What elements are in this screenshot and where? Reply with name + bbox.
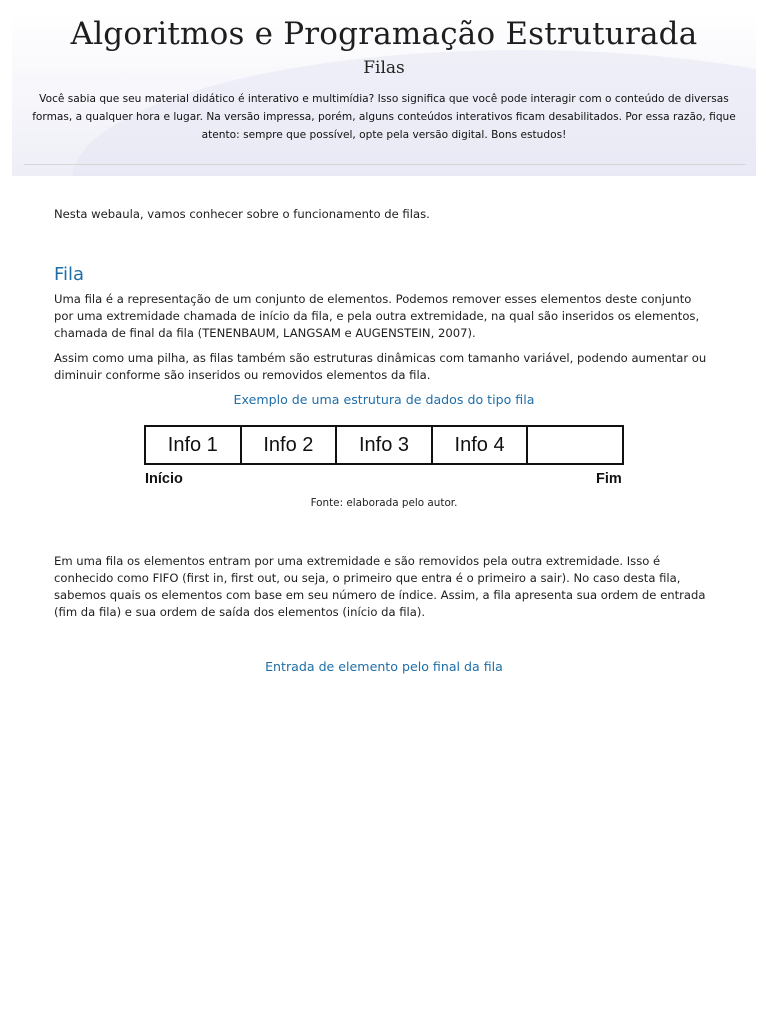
figure-source: Fonte: elaborada pelo autor.: [310, 497, 458, 509]
queue-end-label: Fim: [596, 471, 622, 487]
intro-paragraph: Nesta webaula, vamos conhecer sobre o funcionamento de filas.: [54, 207, 430, 221]
queue-cell: Info 1: [146, 427, 242, 463]
figure-caption: Exemplo de uma estrutura de dados do tipo fila: [233, 392, 535, 407]
queue-cell: Info 2: [242, 427, 338, 463]
fila-dynamic-paragraph: Assim como uma pilha, as filas também são estruturas dinâmicas com tamanho variável, podendo aumentar ou diminuir conforme são inseridos ou removidos elementos da fila.: [54, 351, 707, 382]
page-subtitle: Filas: [363, 58, 405, 78]
queue-start-label: Início: [145, 471, 183, 487]
queue-diagram: [144, 425, 624, 465]
header-divider: [24, 164, 746, 165]
interactive-material-notice: Você sabia que seu material didático é interativo e multimídia? Isso significa que você pode interagir com o conteúdo de diversas formas, a qualquer hora e lugar. Na versão impressa, porém, alguns conteúdos interativos ficam desabilitados. Por essa razão, fique atento: sempre que possível, opte pela versão digital. Bons estudos!: [32, 93, 736, 141]
fila-definition-paragraph: Uma fila é a representação de um conjunto de elementos. Podemos remover esses elementos deste conjunto por uma extremidade chamada de início da fila, e pela outra extremidade, na qual são inseridos os elementos, chamada de final da fila (TENENBAUM, LANGSAM e AUGENSTEIN, 2007).: [54, 292, 700, 340]
queue-cell: Info 4: [433, 427, 529, 463]
section-heading-fila: Fila: [54, 264, 85, 285]
queue-cell-empty: [528, 427, 622, 463]
fifo-paragraph: Em uma fila os elementos entram por uma extremidade e são removidos pela outra extremidade. Isso é conhecido como FIFO (first in, first out, ou seja, o primeiro que entra é o primeiro a sair). No caso desta fila, sabemos quais os elementos com base em seu número de índice. Assim, a fila apresenta sua ordem de entrada (fim da fila) e sua ordem de saída dos elementos (início da fila).: [54, 554, 706, 619]
page-title: Algoritmos e Programação Estruturada: [70, 16, 698, 52]
page-header: [12, 10, 756, 176]
queue-cell: Info 3: [337, 427, 433, 463]
next-figure-caption: Entrada de elemento pelo final da fila: [265, 659, 503, 674]
